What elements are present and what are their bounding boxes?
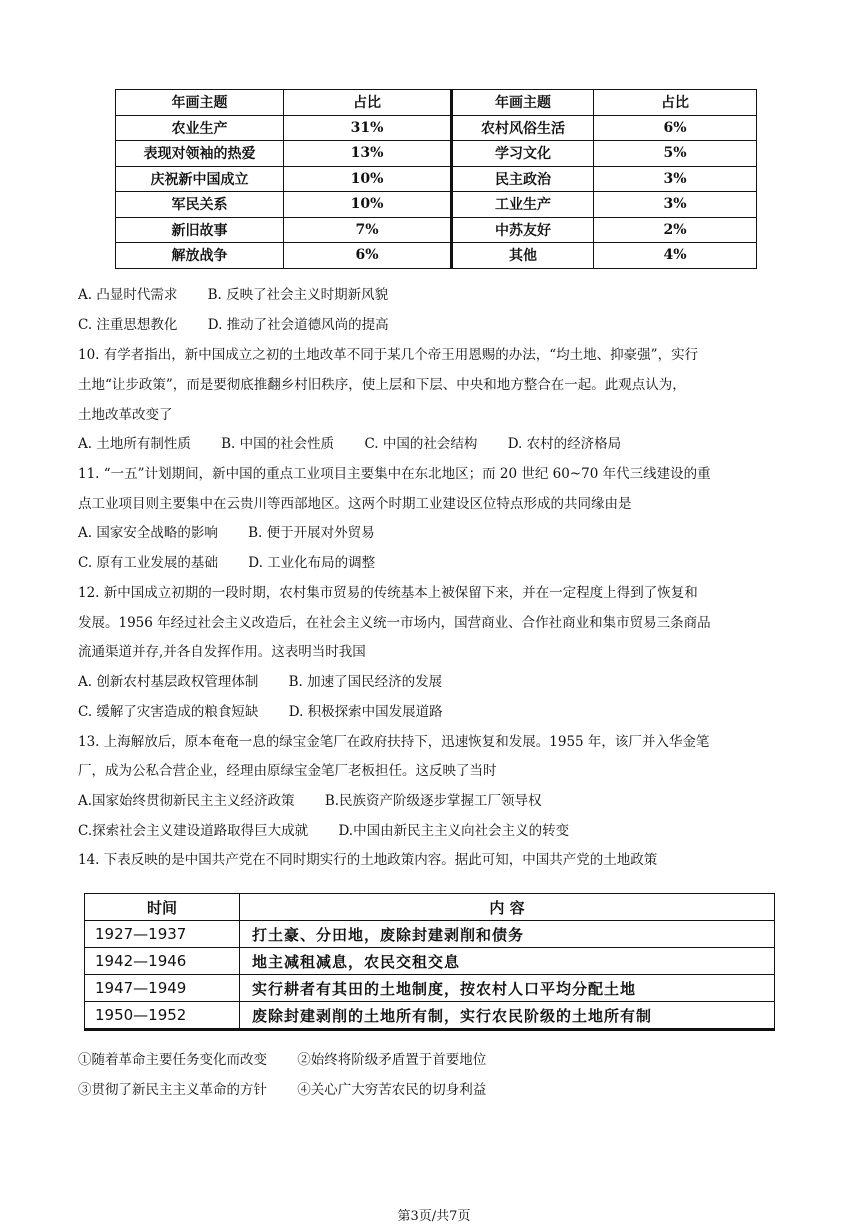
option-d[interactable]: D. 推动了社会道德风尚的提高: [207, 317, 389, 333]
table-row: [116, 141, 757, 167]
table-cell: 表现对领袖的热爱: [116, 141, 284, 167]
q14-options-row-2: [78, 1080, 486, 1100]
table-cell: 新旧故事: [116, 217, 284, 243]
option-a[interactable]: A. 国家安全战略的影响: [78, 525, 218, 541]
q12-options-row-1: [78, 672, 442, 692]
table-cell: 地主减租减息，农民交租交息: [240, 948, 775, 975]
option-d[interactable]: D. 积极探索中国发展道路: [288, 704, 443, 720]
table-cell: 2%: [594, 217, 757, 243]
header-cell: 年画主题: [116, 90, 284, 116]
table-cell: 6%: [594, 115, 757, 141]
option-4[interactable]: ④关心广大穷苦农民的切身利益: [297, 1082, 487, 1098]
q10-stem-line: 土地改革改变了: [78, 407, 173, 423]
option-a[interactable]: A. 凸显时代需求: [78, 287, 178, 303]
q11-stem-line: 11. “一五”计划期间，新中国的重点工业项目主要集中在东北地区；而 20 世纪 60~70 年代三线建设的重: [78, 466, 711, 482]
table-row: [85, 948, 775, 975]
table-cell: 1947—1949: [85, 975, 240, 1002]
option-a[interactable]: A. 创新农村基层政权管理体制: [78, 674, 259, 690]
page-number-footer: 第3页/共7页: [397, 1209, 471, 1224]
option-c[interactable]: C. 原有工业发展的基础: [78, 555, 218, 571]
option-c[interactable]: C. 缓解了灾害造成的粮食短缺: [78, 704, 259, 720]
q13-options-row-2: [78, 821, 569, 841]
header-cell: 占比: [284, 90, 452, 116]
option-b[interactable]: B. 反映了社会主义时期新风貌: [207, 287, 389, 303]
table-row: [85, 1002, 775, 1030]
option-3[interactable]: ③贯彻了新民主主义革命的方针: [78, 1082, 267, 1098]
table-cell: 农业生产: [116, 115, 284, 141]
table-cell: 10%: [284, 192, 452, 218]
table-cell: 1927—1937: [85, 921, 240, 948]
option-a[interactable]: A. 土地所有制性质: [78, 436, 191, 452]
table-row: [116, 115, 757, 141]
table-cell: 13%: [284, 141, 452, 167]
table-cell: 10%: [284, 166, 452, 192]
table-cell: 5%: [594, 141, 757, 167]
table-cell: 工业生产: [452, 192, 594, 218]
option-d[interactable]: D.中国由新民主主义向社会主义的转变: [338, 823, 570, 839]
q14-stem-line: 14. 下表反映的是中国共产党在不同时期实行的土地政策内容。据此可知，中国共产党的土地政策: [78, 852, 658, 868]
option-c[interactable]: C. 注重思想教化: [78, 317, 178, 333]
q13-options-row-1: [78, 791, 542, 811]
option-b[interactable]: B. 便于开展对外贸易: [248, 525, 375, 541]
option-c[interactable]: C.探索社会主义建设道路取得巨大成就: [78, 823, 309, 839]
q13-stem-line: 13. 上海解放后，原本奄奄一息的绿宝金笔厂在政府扶持下，迅速恢复和发展。1955 年，该厂并入华金笔: [78, 734, 710, 750]
table-cell: 学习文化: [452, 141, 594, 167]
q10-options-row: [78, 434, 621, 454]
q12-stem-line: 流通渠道并存,并各自发挥作用。这表明当时我国: [78, 644, 366, 660]
q13-stem-line: 厂，成为公私合营企业，经理由原绿宝金笔厂老板担任。这反映了当时: [78, 763, 497, 779]
q12-options-row-2: [78, 702, 443, 722]
table-cell: 民主政治: [452, 166, 594, 192]
table-cell: 3%: [594, 166, 757, 192]
table-cell: 中苏友好: [452, 217, 594, 243]
table-header-row: [116, 90, 757, 116]
header-cell: 年画主题: [452, 90, 594, 116]
table-cell: 庆祝新中国成立: [116, 166, 284, 192]
table-cell: 打土豪、分田地，废除封建剥削和债务: [240, 921, 775, 948]
land-policy-table: [84, 893, 775, 1031]
option-a[interactable]: A.国家始终贯彻新民主主义经济政策: [78, 793, 295, 809]
q14-options-row-1: [78, 1050, 486, 1070]
table-row: [116, 217, 757, 243]
table-cell: 7%: [284, 217, 452, 243]
table-row: [85, 975, 775, 1002]
header-cell: 占比: [594, 90, 757, 116]
table-cell: 6%: [284, 243, 452, 269]
table-cell: 军民关系: [116, 192, 284, 218]
option-b[interactable]: B. 加速了国民经济的发展: [288, 674, 443, 690]
table-cell: 农村风俗生活: [452, 115, 594, 141]
table-cell: 1950—1952: [85, 1002, 240, 1030]
option-d[interactable]: D. 农村的经济格局: [507, 436, 622, 452]
header-cell: 内 容: [240, 894, 775, 921]
option-1[interactable]: ①随着革命主要任务变化而改变: [78, 1052, 267, 1068]
option-b[interactable]: B.民族资产阶级逐步掌握工厂领导权: [324, 793, 542, 809]
q10-stem-line: 土地“让步政策”，而是要彻底推翻乡村旧秩序，使上层和下层、中央和地方整合在一起。此观点认为，: [78, 377, 686, 393]
q12-stem-line: 12. 新中国成立初期的一段时期，农村集市贸易的传统基本上被保留下来，并在一定程度上得到了恢复和: [78, 585, 698, 601]
table-row: [85, 921, 775, 948]
table-cell: 解放战争: [116, 243, 284, 269]
table-cell: 其他: [452, 243, 594, 269]
q11-stem-line: 点工业项目则主要集中在云贵川等西部地区。这两个时期工业建设区位特点形成的共同缘由是: [78, 496, 632, 512]
table-cell: 1942—1946: [85, 948, 240, 975]
header-cell: 时间: [85, 894, 240, 921]
option-b[interactable]: B. 中国的社会性质: [221, 436, 335, 452]
table-cell: 4%: [594, 243, 757, 269]
q12-stem-line: 发展。1956 年经过社会主义改造后，在社会主义统一市场内，国营商业、合作社商业和集市贸易三条商品: [78, 615, 711, 631]
q10-stem-line: 10. 有学者指出，新中国成立之初的土地改革不同于某几个帝王用恩赐的办法，“均土地、抑豪强”，实行: [78, 347, 699, 363]
new-year-painting-theme-table: [115, 89, 757, 269]
table-row: [116, 166, 757, 192]
q11-options-row-1: [78, 523, 375, 543]
q9-options-row-2: [78, 315, 389, 335]
q11-options-row-2: [78, 553, 375, 573]
table-cell: 31%: [284, 115, 452, 141]
table-header-row: [85, 894, 775, 921]
table-cell: 废除封建剥削的土地所有制，实行农民阶级的土地所有制: [240, 1002, 775, 1030]
q9-options-row-1: [78, 285, 388, 305]
table-row: [116, 192, 757, 218]
option-2[interactable]: ②始终将阶级矛盾置于首要地位: [297, 1052, 487, 1068]
option-d[interactable]: D. 工业化布局的调整: [248, 555, 376, 571]
table-row: [116, 243, 757, 269]
table-cell: 3%: [594, 192, 757, 218]
table-cell: 实行耕者有其田的土地制度，按农村人口平均分配土地: [240, 975, 775, 1002]
option-c[interactable]: C. 中国的社会结构: [364, 436, 478, 452]
